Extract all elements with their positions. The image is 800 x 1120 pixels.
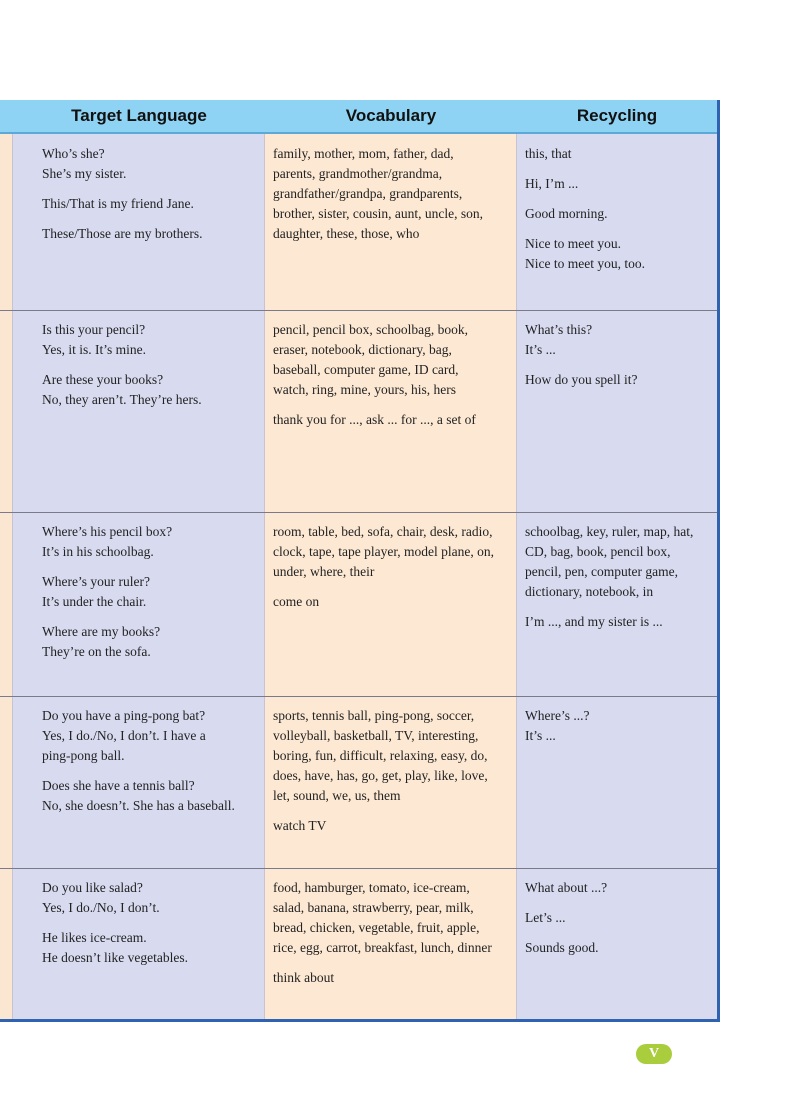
vocabulary-block — [273, 968, 492, 988]
curriculum-table — [0, 100, 720, 1022]
vocabulary-block — [273, 592, 494, 612]
target-line: It’s under the chair. — [42, 594, 147, 609]
recycling-line: dictionary, notebook, in — [525, 584, 654, 599]
target-line: Does she have a tennis ball? — [42, 778, 195, 793]
vocabulary-line: under, where, their — [273, 564, 375, 579]
target-block — [42, 320, 202, 360]
vocabulary-block — [273, 816, 488, 836]
recycling-block — [525, 878, 607, 898]
recycling-line: What about ...? — [525, 880, 608, 895]
vocabulary-cell — [273, 522, 494, 622]
recycling-line: Nice to meet you. — [525, 236, 621, 251]
header-left-edge — [0, 100, 13, 132]
recycling-cell — [525, 144, 645, 284]
row-divider — [0, 868, 717, 869]
vocabulary-line: come on — [273, 594, 320, 609]
vocabulary-line: thank you for ..., ask ... for ..., a set of — [273, 412, 476, 427]
target-block — [42, 522, 172, 562]
target-line: No, she doesn’t. She has a baseball. — [42, 798, 235, 813]
recycling-line: Sounds good. — [525, 940, 599, 955]
recycling-line: It’s ... — [525, 728, 556, 743]
header-recycling: Recycling — [517, 100, 717, 132]
vocabulary-line: watch TV — [273, 818, 327, 833]
vocabulary-line: watch, ring, mine, yours, his, hers — [273, 382, 456, 397]
recycling-line: What’s this? — [525, 322, 593, 337]
recycling-line: CD, bag, book, pencil box, — [525, 544, 671, 559]
header-vocabulary: Vocabulary — [265, 100, 517, 132]
row-divider — [0, 310, 717, 311]
target-block — [42, 144, 202, 184]
target-line: Is this your pencil? — [42, 322, 146, 337]
row-divider — [0, 512, 717, 513]
vocabulary-line: clock, tape, tape player, model plane, on, — [273, 544, 494, 559]
vocabulary-line: brother, sister, cousin, aunt, uncle, son, — [273, 206, 484, 221]
recycling-block — [525, 612, 693, 632]
recycling-cell — [525, 522, 693, 642]
vocabulary-line: think about — [273, 970, 335, 985]
target-line: Yes, it is. It’s mine. — [42, 342, 147, 357]
vocabulary-line: baseball, computer game, ID card, — [273, 362, 459, 377]
target-block — [42, 928, 188, 968]
left-edge-column — [0, 134, 13, 1019]
page-number-badge: V — [636, 1044, 672, 1064]
recycling-line: Nice to meet you, too. — [525, 256, 645, 271]
vocabulary-line: let, sound, we, us, them — [273, 788, 401, 803]
recycling-block — [525, 144, 645, 164]
recycling-line: schoolbag, key, ruler, map, hat, — [525, 524, 694, 539]
vocabulary-line: family, mother, mom, father, dad, — [273, 146, 454, 161]
vocabulary-cell — [273, 320, 476, 440]
target-cell — [42, 878, 188, 978]
target-line: It’s in his schoolbag. — [42, 544, 154, 559]
recycling-cell — [525, 706, 589, 756]
target-line: He doesn’t like vegetables. — [42, 950, 188, 965]
target-line: This/That is my friend Jane. — [42, 196, 194, 211]
vocabulary-line: boring, fun, difficult, relaxing, easy, do, — [273, 748, 488, 763]
target-cell — [42, 706, 235, 826]
recycling-line: Let’s ... — [525, 910, 566, 925]
recycling-block — [525, 204, 645, 224]
target-line: Are these your books? — [42, 372, 164, 387]
recycling-line: this, that — [525, 146, 572, 161]
recycling-line: Where’s ...? — [525, 708, 590, 723]
recycling-line: It’s ... — [525, 342, 556, 357]
target-line: Where’s his pencil box? — [42, 524, 173, 539]
vocabulary-line: pencil, pencil box, schoolbag, book, — [273, 322, 468, 337]
vocabulary-block — [273, 706, 488, 806]
target-line: ping-pong ball. — [42, 748, 125, 763]
vocabulary-cell — [273, 706, 488, 846]
vocabulary-cell — [273, 878, 492, 998]
vocabulary-line: volleyball, basketball, TV, interesting, — [273, 728, 479, 743]
vocabulary-line: parents, grandmother/grandma, — [273, 166, 443, 181]
target-block — [42, 878, 188, 918]
vocabulary-line: room, table, bed, sofa, chair, desk, radio, — [273, 524, 493, 539]
recycling-block — [525, 320, 638, 360]
recycling-block — [525, 938, 607, 958]
vocabulary-line: does, have, has, go, get, play, like, love, — [273, 768, 488, 783]
target-cell — [42, 522, 172, 672]
vocabulary-line: rice, egg, carrot, breakfast, lunch, dinner — [273, 940, 492, 955]
target-line: Yes, I do./No, I don’t. — [42, 900, 160, 915]
recycling-block — [525, 174, 645, 194]
vocabulary-line: eraser, notebook, dictionary, bag, — [273, 342, 452, 357]
recycling-cell — [525, 878, 607, 968]
target-line: Do you like salad? — [42, 880, 143, 895]
target-line: They’re on the sofa. — [42, 644, 151, 659]
vocabulary-line: daughter, these, those, who — [273, 226, 420, 241]
target-block — [42, 370, 202, 410]
recycling-block — [525, 522, 693, 602]
recycling-block — [525, 234, 645, 274]
vocabulary-block — [273, 144, 483, 244]
vocabulary-block — [273, 522, 494, 582]
target-line: She’s my sister. — [42, 166, 127, 181]
vocabulary-line: bread, chicken, vegetable, fruit, apple, — [273, 920, 480, 935]
row-divider — [0, 696, 717, 697]
target-line: No, they aren’t. They’re hers. — [42, 392, 202, 407]
recycling-line: pencil, pen, computer game, — [525, 564, 678, 579]
recycling-line: Hi, I’m ... — [525, 176, 579, 191]
target-block — [42, 706, 235, 766]
target-block — [42, 224, 202, 244]
recycling-line: How do you spell it? — [525, 372, 638, 387]
target-line: Where are my books? — [42, 624, 161, 639]
target-line: Yes, I do./No, I don’t. I have a — [42, 728, 206, 743]
vocabulary-block — [273, 878, 492, 958]
recycling-block — [525, 370, 638, 390]
target-line: Who’s she? — [42, 146, 105, 161]
target-line: Where’s your ruler? — [42, 574, 150, 589]
vocabulary-line: sports, tennis ball, ping-pong, soccer, — [273, 708, 475, 723]
recycling-line: I’m ..., and my sister is ... — [525, 614, 663, 629]
vocabulary-line: food, hamburger, tomato, ice-cream, — [273, 880, 470, 895]
target-block — [42, 194, 202, 214]
target-cell — [42, 320, 202, 420]
target-block — [42, 622, 172, 662]
vocabulary-block — [273, 410, 476, 430]
recycling-block — [525, 908, 607, 928]
recycling-block — [525, 706, 589, 746]
target-cell — [42, 144, 202, 254]
vocabulary-line: salad, banana, strawberry, pear, milk, — [273, 900, 474, 915]
target-line: These/Those are my brothers. — [42, 226, 203, 241]
vocabulary-block — [273, 320, 476, 400]
target-line: He likes ice-cream. — [42, 930, 147, 945]
vocabulary-line: grandfather/grandpa, grandparents, — [273, 186, 463, 201]
vocabulary-cell — [273, 144, 483, 254]
target-block — [42, 776, 235, 816]
recycling-cell — [525, 320, 638, 400]
target-block — [42, 572, 172, 612]
target-line: Do you have a ping-pong bat? — [42, 708, 206, 723]
recycling-line: Good morning. — [525, 206, 608, 221]
header-target-language: Target Language — [13, 100, 265, 132]
